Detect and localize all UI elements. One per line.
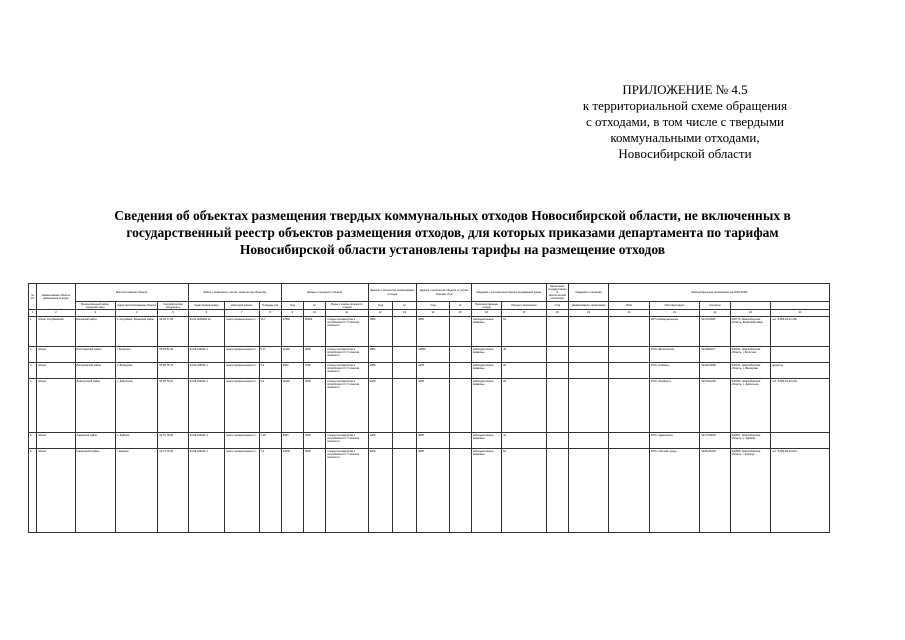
cell-area: 4.0 bbox=[259, 379, 281, 433]
cell-fill: 41 bbox=[502, 433, 547, 449]
cell-address2: 633341, Новосибирская область, г. Болотное bbox=[730, 347, 770, 363]
cell-empty bbox=[609, 433, 649, 449]
cell-empty bbox=[392, 363, 416, 379]
cell-operator: ООО «Комфорт» bbox=[649, 379, 700, 433]
col-number: 8 bbox=[259, 310, 281, 317]
cell-empty bbox=[392, 449, 416, 533]
cell-cap-t: 4500 bbox=[281, 363, 303, 379]
cell-district: Баганский район bbox=[75, 317, 115, 347]
cell-fill: 63 bbox=[502, 317, 547, 347]
cell-empty bbox=[392, 347, 416, 363]
cell-monitoring: наблюдательные скважины bbox=[471, 347, 501, 363]
cell-accepted: 12800 bbox=[417, 347, 449, 363]
cell-empty bbox=[392, 433, 416, 449]
cell-monitoring: наблюдательные скважины bbox=[471, 363, 501, 379]
subheader: т/год bbox=[281, 302, 303, 310]
subheader: Контакты bbox=[700, 302, 730, 310]
header-location: Местоположение объекта bbox=[75, 284, 188, 302]
cell-district: Венгеровский район bbox=[75, 363, 115, 379]
cell-num: 2 bbox=[29, 347, 37, 363]
col-number: 1 bbox=[29, 310, 37, 317]
group-header-row bbox=[29, 284, 830, 302]
cell-address: с. Довольное bbox=[115, 379, 157, 433]
cell-monitoring: наблюдательные скважины bbox=[471, 433, 501, 449]
cell-coords: 55.65 84.39 bbox=[158, 347, 188, 363]
cell-op-t: 3000 bbox=[368, 449, 392, 533]
cell-cap-m3: 2800 bbox=[303, 347, 325, 363]
cell-empty bbox=[568, 433, 608, 449]
cell-operator: ООО «Здвинское» bbox=[649, 433, 700, 449]
cell-num: 1 bbox=[29, 317, 37, 347]
table-row bbox=[29, 347, 830, 363]
cell-empty bbox=[449, 347, 471, 363]
cell-empty bbox=[609, 363, 649, 379]
cell-address2: 632868, Новосибирская область, г. Карасук bbox=[730, 449, 770, 533]
header-monitoring: Сведения о системе мониторинга окружающей среды bbox=[471, 284, 546, 302]
subheader-empty bbox=[771, 302, 830, 310]
col-number: 23 bbox=[730, 310, 770, 317]
cell-name: объект bbox=[37, 363, 75, 379]
cell-empty bbox=[568, 379, 608, 433]
col-number: 11 bbox=[326, 310, 368, 317]
cell-op-t: 1350 bbox=[368, 363, 392, 379]
header-operator: Эксплуатирующая организация (на 2018-2019) bbox=[609, 284, 830, 302]
cell-address2: 632241, Новосибирская область, с. Венгерово bbox=[730, 363, 770, 379]
cell-operator: ООО «Чистый город» bbox=[649, 449, 700, 533]
cell-waste: отходы производства и потребления IV, V классов опасности bbox=[326, 317, 368, 347]
cell-cadastre: 54:06:010101:1 bbox=[188, 433, 224, 449]
cell-contacts bbox=[771, 347, 830, 363]
cell-coords: 55.68 76.75 bbox=[158, 363, 188, 379]
header-accepted: Данные о количестве объекта (с учетом объема) т/год bbox=[417, 284, 472, 302]
appendix-line: ПРИЛОЖЕНИЕ № 4.5 bbox=[622, 82, 748, 97]
cell-empty bbox=[546, 433, 568, 449]
cell-empty bbox=[546, 379, 568, 433]
header-land: Земли и земельные участки, занятые под объектом bbox=[188, 284, 281, 302]
title-line: Сведения об объектах размещения твердых коммунальных отходов Новосибирской области, не включенных в bbox=[114, 208, 791, 223]
subheader: Площадь (га) bbox=[259, 302, 281, 310]
appendix-line: с отходами, в том числе с твердыми bbox=[585, 114, 785, 129]
subheader: Кадастровый номер bbox=[188, 302, 224, 310]
cell-fill: 36 bbox=[502, 363, 547, 379]
cell-area: 5.77 bbox=[259, 347, 281, 363]
col-number: 5 bbox=[158, 310, 188, 317]
col-number: 10 bbox=[303, 310, 325, 317]
cell-fill: 52 bbox=[502, 449, 547, 533]
cell-operator: МУП «Коммунальщик» bbox=[649, 317, 700, 347]
cell-area: 7.6 bbox=[259, 449, 281, 533]
cell-name: объект bbox=[37, 347, 75, 363]
appendix-block bbox=[560, 82, 810, 162]
col-number: 3 bbox=[75, 310, 115, 317]
subheader: ИНН bbox=[609, 302, 649, 310]
cell-cadastre: 54:05:040101:1 bbox=[188, 379, 224, 433]
registry-table-body bbox=[29, 317, 830, 533]
col-number: 18 bbox=[546, 310, 568, 317]
cell-cap-m3: 4500 bbox=[303, 379, 325, 433]
cell-address2: 632770, Новосибирская область, Баганский район bbox=[730, 317, 770, 347]
title-line: государственный реестр объектов размещения отходов, для которых приказами департамента по тарифам bbox=[126, 225, 779, 240]
header-fence: Заключение государственной экологической экспертизы bbox=[547, 284, 567, 301]
appendix-line: Новосибирской области bbox=[618, 146, 752, 161]
cell-empty bbox=[609, 347, 649, 363]
cell-empty bbox=[449, 379, 471, 433]
col-number: 19 bbox=[568, 310, 608, 317]
cell-op-t: 1000 bbox=[368, 433, 392, 449]
col-number: 16 bbox=[471, 310, 501, 317]
cell-land-cat: земли промышленности bbox=[225, 433, 259, 449]
cell-empty bbox=[449, 317, 471, 347]
cell-accepted: 3500 bbox=[417, 449, 449, 533]
cell-op-t: 2800 bbox=[368, 347, 392, 363]
table-row bbox=[29, 433, 830, 449]
cell-land-cat: земли промышленности bbox=[225, 317, 259, 347]
cell-waste: отходы производства и потребления IV, V классов опасности bbox=[326, 347, 368, 363]
col-number: 4 bbox=[115, 310, 157, 317]
cell-empty bbox=[609, 317, 649, 347]
table-row bbox=[29, 317, 830, 347]
cell-empty bbox=[568, 363, 608, 379]
cell-monitoring: наблюдательные скважины bbox=[471, 379, 501, 433]
registry-table bbox=[28, 283, 830, 533]
cell-land-cat: земли промышленности bbox=[225, 347, 259, 363]
cell-waste: отходы производства и потребления IV, V классов опасности bbox=[326, 433, 368, 449]
cell-empty bbox=[392, 379, 416, 433]
cell-monitoring: наблюдательные скважины bbox=[471, 449, 501, 533]
cell-accepted: 4500 bbox=[417, 317, 449, 347]
table-row bbox=[29, 363, 830, 379]
cell-cap-m3: 3750 bbox=[303, 363, 325, 379]
table-row bbox=[29, 379, 830, 433]
cell-district: Карасукский район bbox=[75, 449, 115, 533]
appendix-line: коммунальными отходами, bbox=[610, 130, 760, 145]
cell-cap-t: 14000 bbox=[281, 449, 303, 533]
cell-accepted: 4500 bbox=[417, 379, 449, 433]
cell-area: 1.68 bbox=[259, 433, 281, 449]
cell-inn: 5417700020 bbox=[700, 433, 730, 449]
col-number: 17 bbox=[502, 310, 547, 317]
subheader: т/год bbox=[417, 302, 449, 310]
cell-monitoring: наблюдательные скважины bbox=[471, 317, 501, 347]
cell-district: Доволенский район bbox=[75, 379, 115, 433]
cell-empty bbox=[609, 379, 649, 433]
cell-name: объект bbox=[37, 449, 75, 533]
cell-contacts bbox=[771, 433, 830, 449]
cell-address: с. Кочубаево, Баганский район bbox=[115, 317, 157, 347]
document-title bbox=[20, 207, 885, 258]
col-number: 9 bbox=[281, 310, 303, 317]
cell-inn: 5413006277 bbox=[700, 347, 730, 363]
cell-name: объект Кочубаевский bbox=[37, 317, 75, 347]
cell-area: 15.7 bbox=[259, 317, 281, 347]
cell-waste: отходы производства и потребления IV, V классов опасности bbox=[326, 379, 368, 433]
subheader: м³ bbox=[303, 302, 325, 310]
cell-empty bbox=[546, 363, 568, 379]
cell-waste: отходы производства и потребления IV, V классов опасности bbox=[326, 449, 368, 533]
appendix-line: к территориальной схеме обращения bbox=[582, 98, 788, 113]
cell-cap-t: 5400 bbox=[281, 433, 303, 449]
subheader: м³ bbox=[449, 302, 471, 310]
cell-cap-m3: 25000 bbox=[303, 317, 325, 347]
cell-coords: 54.05 77.06 bbox=[158, 317, 188, 347]
col-number: 6 bbox=[188, 310, 224, 317]
cell-empty bbox=[449, 433, 471, 449]
cell-address2: 632450, Новосибирская область, с. Довольное bbox=[730, 379, 770, 433]
cell-coords: 53.73 78.04 bbox=[158, 449, 188, 533]
col-number: 13 bbox=[392, 310, 416, 317]
title-line: Новосибирской области установлены тарифы на размещение отходов bbox=[239, 242, 666, 257]
cell-empty bbox=[568, 317, 608, 347]
subheader: Муниципальный район, городской округ bbox=[75, 302, 115, 310]
cell-op-t: 1500 bbox=[368, 317, 392, 347]
col-number: 24 bbox=[771, 310, 830, 317]
cell-empty bbox=[392, 317, 416, 347]
cell-fill: 33 bbox=[502, 379, 547, 433]
table-row bbox=[29, 449, 830, 533]
subheader: Процент заполнения bbox=[502, 302, 547, 310]
cell-empty bbox=[449, 449, 471, 533]
col-number: 21 bbox=[649, 310, 700, 317]
cell-empty bbox=[546, 317, 568, 347]
cell-fill: 45 bbox=[502, 347, 547, 363]
cell-inn: 5422136400 bbox=[700, 449, 730, 533]
cell-contacts: тел. 8-383-53-21-450 bbox=[771, 317, 830, 347]
cell-num: 6 bbox=[29, 449, 37, 533]
subheader: Географические координаты bbox=[158, 302, 188, 310]
cell-address: с. Венгерово bbox=[115, 363, 157, 379]
cell-empty bbox=[546, 449, 568, 533]
subheader: т/год bbox=[546, 302, 568, 310]
col-number: 20 bbox=[609, 310, 649, 317]
subheader: т/год bbox=[368, 302, 392, 310]
cell-empty bbox=[568, 347, 608, 363]
col-number: 22 bbox=[700, 310, 730, 317]
cell-empty bbox=[449, 363, 471, 379]
subheader-empty bbox=[730, 302, 770, 310]
cell-address: г. Болотное bbox=[115, 347, 157, 363]
cell-contacts: директор bbox=[771, 363, 830, 379]
cell-cap-t: 17000 bbox=[281, 317, 303, 347]
cell-waste: отходы производства и потребления IV, V классов опасности bbox=[326, 363, 368, 379]
sub-header-row bbox=[29, 302, 830, 310]
col-number: 7 bbox=[225, 310, 259, 317]
header-operation: Данные о количестве размещаемых отходов bbox=[368, 284, 417, 302]
col-number: 12 bbox=[368, 310, 392, 317]
subheader: м³ bbox=[392, 302, 416, 310]
cell-cadastre: 54:01:0000000:12 bbox=[188, 317, 224, 347]
subheader: Производственные отходы bbox=[471, 302, 501, 310]
header-name: Наименование объекта размещения отходов bbox=[37, 284, 75, 310]
cell-address: с. Здвинск bbox=[115, 433, 157, 449]
cell-cap-t: 11300 bbox=[281, 347, 303, 363]
cell-name: объект bbox=[37, 379, 75, 433]
column-number-row bbox=[29, 310, 830, 317]
cell-num: 4 bbox=[29, 379, 37, 433]
subheader: Почтовый адрес bbox=[649, 302, 700, 310]
cell-cadastre: 54:09:034101:1 bbox=[188, 449, 224, 533]
subheader: Виды и классы опасности отходов bbox=[326, 302, 368, 310]
subheader: Наименование организации bbox=[568, 302, 608, 310]
cell-land-cat: земли промышленности bbox=[225, 449, 259, 533]
cell-empty bbox=[568, 449, 608, 533]
header-license: Сведения о лицензии bbox=[568, 284, 608, 302]
cell-cap-m3: 2050 bbox=[303, 433, 325, 449]
subheader: Категория земель bbox=[225, 302, 259, 310]
cell-contacts: тел. 8-383-55-33-012 bbox=[771, 449, 830, 533]
col-number: 2 bbox=[37, 310, 75, 317]
cell-name: объект bbox=[37, 433, 75, 449]
cell-accepted: 2400 bbox=[417, 363, 449, 379]
cell-inn: 5417104567 bbox=[700, 317, 730, 347]
col-number: 14 bbox=[417, 310, 449, 317]
cell-num: 5 bbox=[29, 433, 37, 449]
cell-cap-m3: 9650 bbox=[303, 449, 325, 533]
header-capacity: Данные о мощности объекта bbox=[281, 284, 368, 302]
cell-accepted: 6500 bbox=[417, 433, 449, 449]
cell-address: г. Карасук bbox=[115, 449, 157, 533]
subheader: Адрес местоположения объекта bbox=[115, 302, 157, 310]
cell-cap-t: 11000 bbox=[281, 379, 303, 433]
cell-inn: 5417101235 bbox=[700, 379, 730, 433]
cell-coords: 54.70 78.66 bbox=[158, 433, 188, 449]
cell-empty bbox=[546, 347, 568, 363]
cell-num: 3 bbox=[29, 363, 37, 379]
cell-coords: 54.50 79.67 bbox=[158, 379, 188, 433]
cell-op-t: 2000 bbox=[368, 379, 392, 433]
cell-operator: ООО «Болотное-Б» bbox=[649, 347, 700, 363]
cell-address2: 632951, Новосибирская область, с. Здвинск bbox=[730, 433, 770, 449]
col-number: 15 bbox=[449, 310, 471, 317]
cell-inn: 5419104568 bbox=[700, 363, 730, 379]
cell-contacts: тел. 8-383-54-20-234 bbox=[771, 379, 830, 433]
cell-district: Болотнинский район bbox=[75, 347, 115, 363]
header-num: № п/п bbox=[29, 284, 37, 310]
cell-cadastre: 54:03:014201:1 bbox=[188, 347, 224, 363]
cell-operator: ООО «Сибирь» bbox=[649, 363, 700, 379]
cell-land-cat: земли промышленности bbox=[225, 363, 259, 379]
cell-district: Здвинский район bbox=[75, 433, 115, 449]
registry-table-wrapper bbox=[28, 283, 830, 533]
cell-area: 3.4 bbox=[259, 363, 281, 379]
cell-empty bbox=[609, 449, 649, 533]
cell-land-cat: земли промышленности bbox=[225, 379, 259, 433]
cell-cadastre: 54:04:036701:1 bbox=[188, 363, 224, 379]
